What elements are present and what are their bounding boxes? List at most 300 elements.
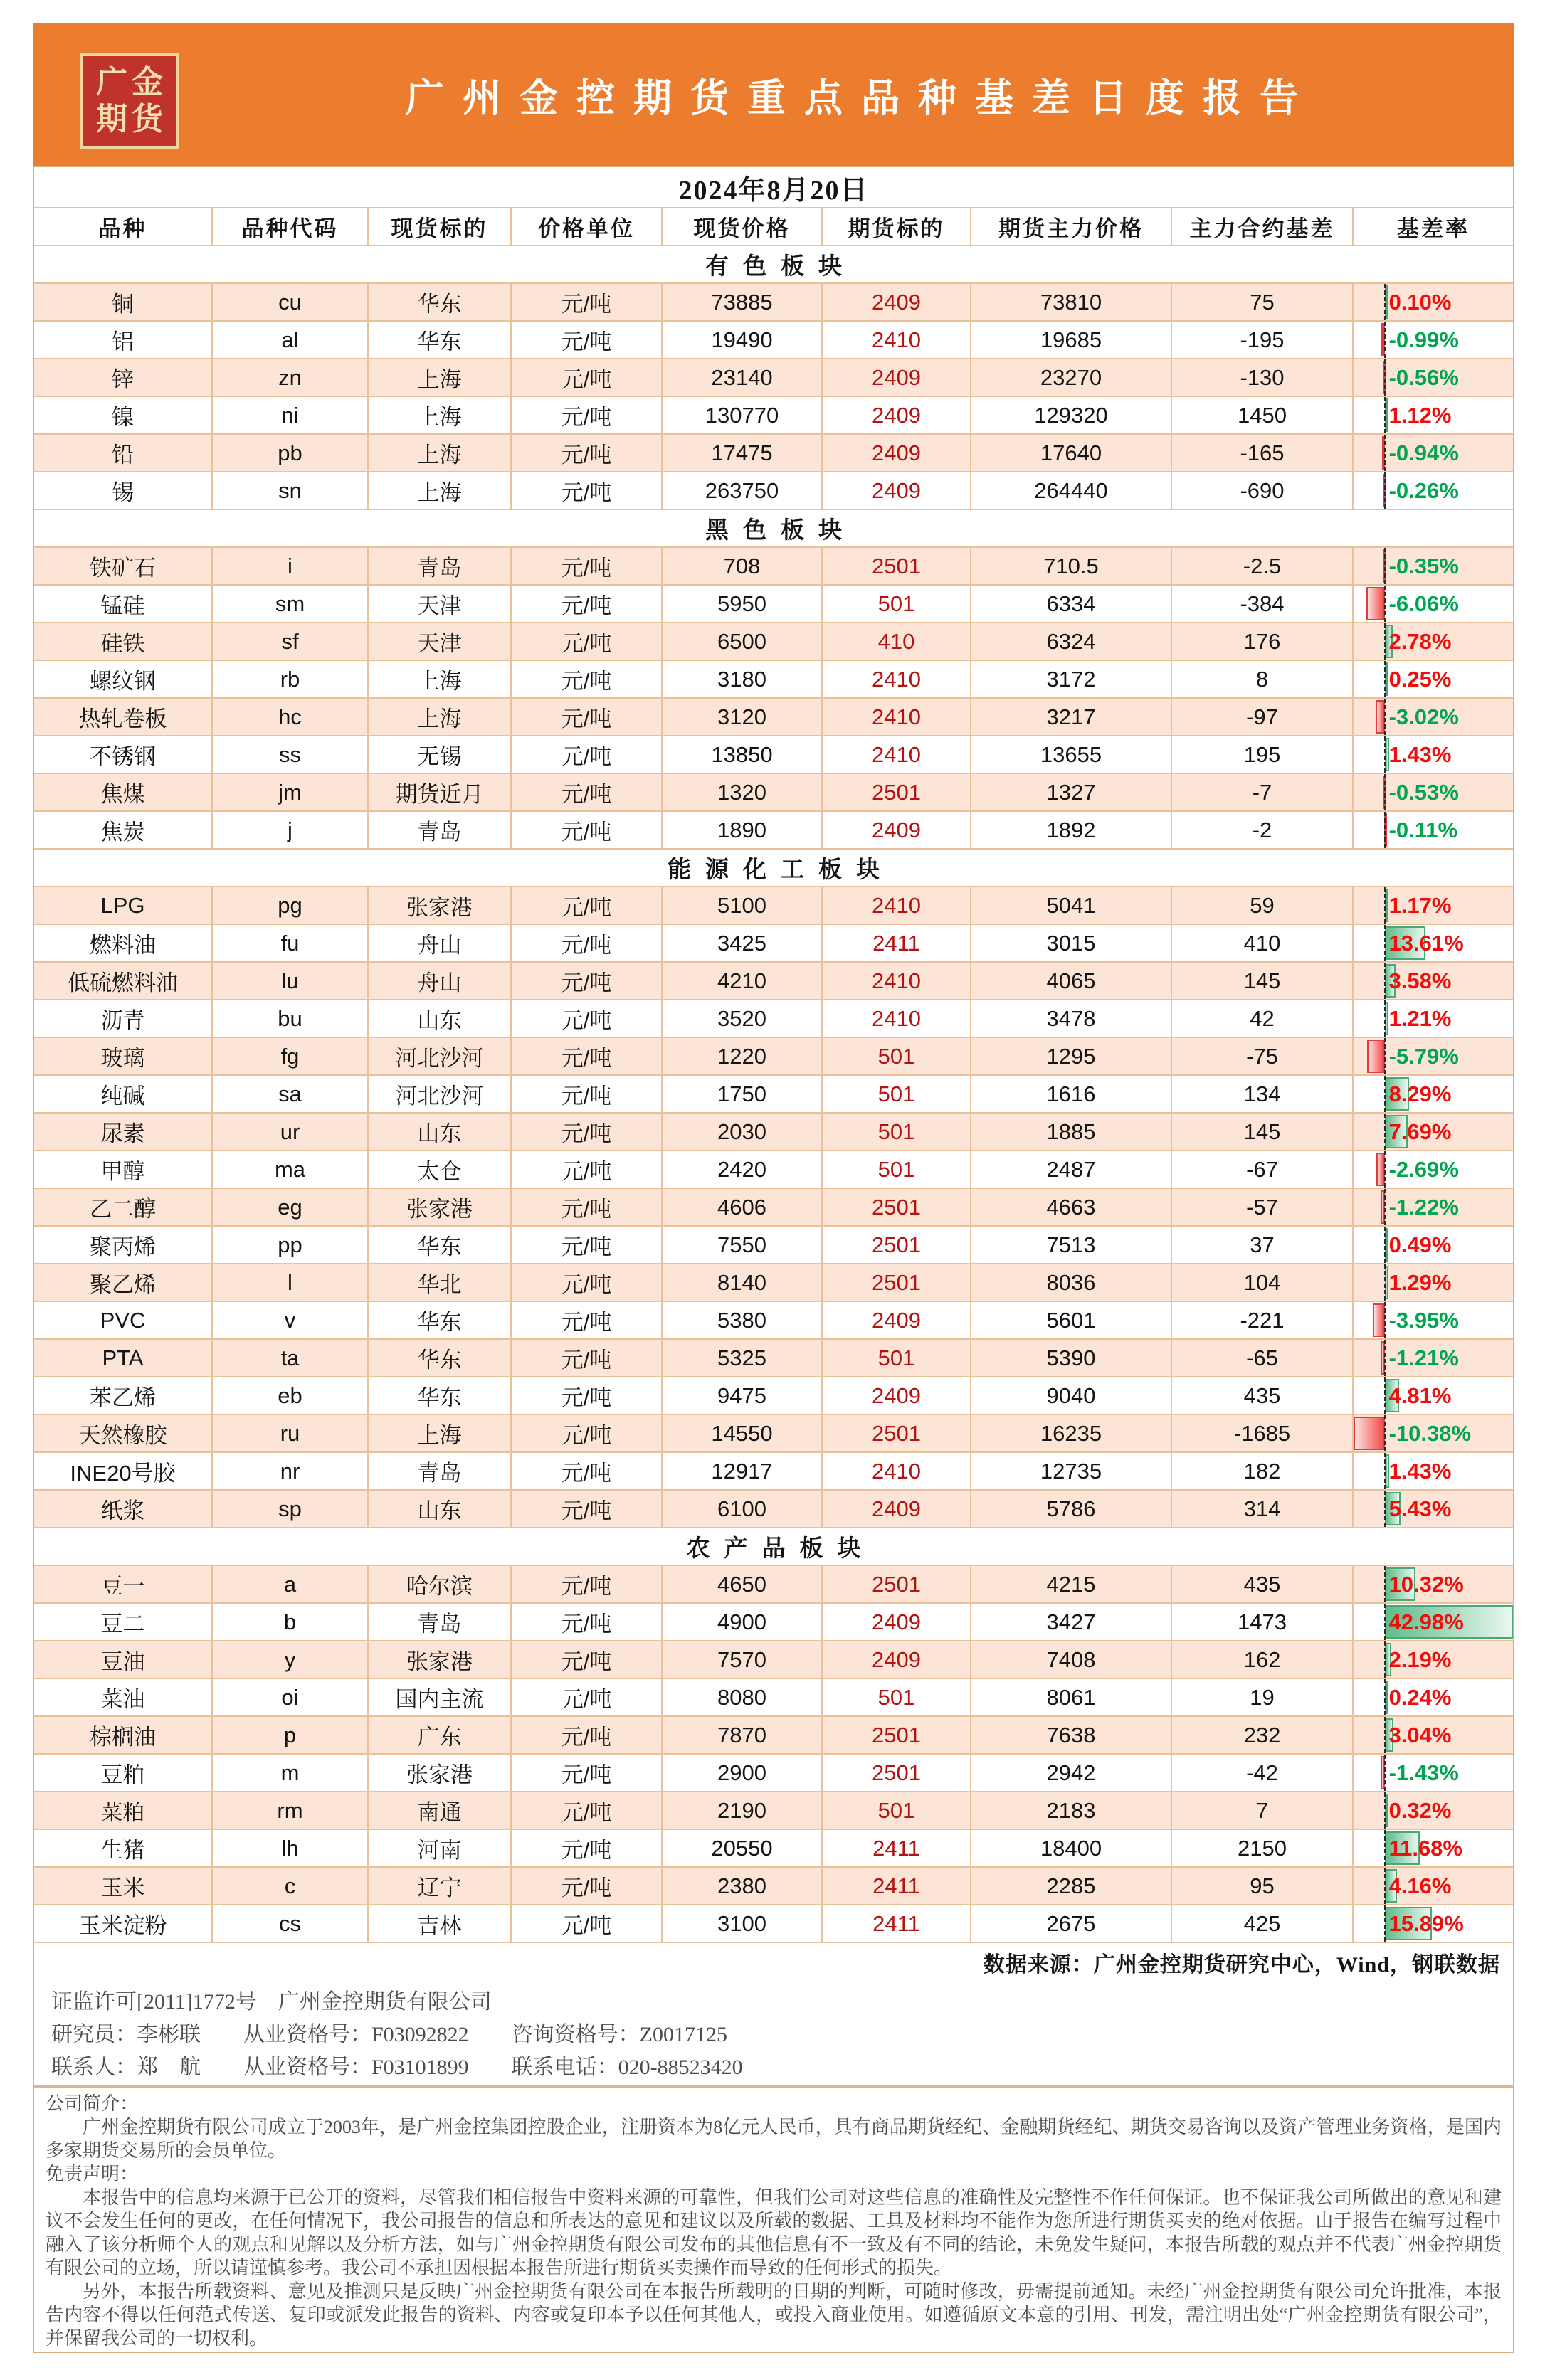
cell-price-unit: 元/吨 — [512, 661, 663, 699]
basis-rate-value: -1.43% — [1388, 1760, 1459, 1785]
cell-basis: -75 — [1172, 1038, 1354, 1076]
cell-spot-target: 山东 — [369, 1491, 512, 1528]
cell-spot-price: 1220 — [663, 1038, 823, 1076]
cell-spot-price: 13850 — [663, 736, 823, 774]
cell-basis-rate — [1354, 1340, 1513, 1377]
cell-code: ur — [213, 1114, 369, 1151]
basis-rate-value: 15.89% — [1388, 1910, 1464, 1936]
cell-variety: 纯碱 — [34, 1076, 213, 1114]
zero-axis-line — [1384, 887, 1386, 924]
report-title: 广州金控期货重点品种基差日度报告 — [406, 76, 1317, 120]
cell-spot-target: 华东 — [369, 1227, 512, 1264]
cell-basis-rate — [1354, 1189, 1513, 1227]
cell-basis: 1450 — [1172, 397, 1354, 435]
zero-axis-line — [1384, 1415, 1386, 1451]
cell-basis-rate — [1354, 472, 1513, 510]
cell-basis-rate — [1354, 359, 1513, 397]
cell-price-unit: 元/吨 — [512, 1717, 663, 1755]
cell-spot-target: 广东 — [369, 1717, 512, 1755]
license-line: 证监许可[2011]1772号 广州金控期货有限公司 — [51, 1990, 492, 2014]
cell-futures-contract: 2410 — [823, 1000, 971, 1038]
cell-basis: 95 — [1172, 1868, 1354, 1905]
cell-futures-price: 7513 — [971, 1227, 1172, 1264]
cell-futures-contract: 2411 — [823, 1830, 971, 1868]
cell-variety: 聚乙烯 — [34, 1264, 213, 1302]
cell-price-unit: 元/吨 — [512, 1000, 663, 1038]
cell-basis: 75 — [1172, 284, 1354, 322]
zero-axis-line — [1384, 1340, 1386, 1376]
disclaimer-paragraph-2: 另外，本报告所载资料、意见及推测只是反映广州金控期货有限公司在本报告所载明的日期的判断，可随时修改，毋需提前通知。未经广州金控期货有限公司允许批准，本报告内容不得以任何范式传送、复印或派发此报告的资料、内容或复印本予以任何其他人，或投入商业使用。如遵循原文本意的引用、刊发，需注明出处“广州金控期货有限公司”，并保留我公司的一切权利。 — [46, 2281, 1502, 2349]
logo-line-top: 广金 — [96, 65, 167, 100]
basis-rate-value: 42.98% — [1388, 1609, 1464, 1634]
basis-rate-value: -0.56% — [1388, 364, 1459, 390]
cell-spot-target: 吉林 — [369, 1905, 512, 1943]
report-sheet — [33, 166, 1514, 2353]
cell-code: ni — [213, 397, 369, 435]
cell-spot-target: 青岛 — [369, 1604, 512, 1641]
cell-variety: 铁矿石 — [34, 548, 213, 586]
basis-rate-value: 4.81% — [1388, 1382, 1452, 1408]
zero-axis-line — [1384, 661, 1386, 697]
cell-code: sa — [213, 1076, 369, 1114]
cell-futures-price: 264440 — [971, 472, 1172, 510]
negative-basis-bar — [1367, 1040, 1384, 1073]
cell-basis-rate — [1354, 774, 1513, 812]
cell-basis-rate — [1354, 586, 1513, 623]
cell-basis-rate — [1354, 1038, 1513, 1076]
cell-futures-contract: 2501 — [823, 1227, 971, 1264]
cell-basis: -165 — [1172, 435, 1354, 472]
cell-variety: 豆粕 — [34, 1755, 213, 1792]
cell-spot-target: 舟山 — [369, 925, 512, 963]
cell-price-unit: 元/吨 — [512, 1302, 663, 1340]
cell-code: p — [213, 1717, 369, 1755]
column-header-variety: 品种 — [34, 208, 213, 246]
cell-futures-contract: 2501 — [823, 1415, 971, 1453]
cell-spot-price: 4210 — [663, 963, 823, 1000]
basis-rate-value: 1.17% — [1388, 892, 1452, 918]
cell-variety: 玻璃 — [34, 1038, 213, 1076]
zero-axis-line — [1384, 925, 1386, 961]
cell-variety: 热轧卷板 — [34, 699, 213, 736]
cell-code: bu — [213, 1000, 369, 1038]
cell-basis: 8 — [1172, 661, 1354, 699]
cell-spot-price: 7550 — [663, 1227, 823, 1264]
cell-code: cs — [213, 1905, 369, 1943]
basis-rate-value: -1.21% — [1388, 1345, 1459, 1370]
zero-axis-line — [1384, 1302, 1386, 1338]
cell-variety: 豆二 — [34, 1604, 213, 1641]
cell-spot-target: 太仓 — [369, 1151, 512, 1189]
cell-futures-contract: 501 — [823, 1114, 971, 1151]
cell-basis: -42 — [1172, 1755, 1354, 1792]
cell-spot-price: 8080 — [663, 1679, 823, 1717]
section-header: 农产品板块 — [34, 1528, 1513, 1566]
cell-price-unit: 元/吨 — [512, 586, 663, 623]
cell-spot-target: 张家港 — [369, 1755, 512, 1792]
cell-basis-rate — [1354, 1566, 1513, 1604]
cell-price-unit: 元/吨 — [512, 925, 663, 963]
basis-rate-value: 8.29% — [1388, 1081, 1452, 1106]
basis-table — [34, 208, 1513, 1943]
cell-basis: 104 — [1172, 1264, 1354, 1302]
cell-spot-price: 2030 — [663, 1114, 823, 1151]
cell-basis-rate — [1354, 1415, 1513, 1453]
cell-spot-target: 上海 — [369, 397, 512, 435]
cell-futures-price: 1616 — [971, 1076, 1172, 1114]
cell-spot-price: 2420 — [663, 1151, 823, 1189]
cell-futures-contract: 2409 — [823, 472, 971, 510]
cell-code: m — [213, 1755, 369, 1792]
cell-spot-price: 5380 — [663, 1302, 823, 1340]
cell-basis: 37 — [1172, 1227, 1354, 1264]
zero-axis-line — [1384, 397, 1386, 433]
basis-rate-value: -3.95% — [1388, 1307, 1459, 1333]
contact-line: 联系人：郑 航 从业资格号：F03101899 联系电话：020-88523420 — [51, 2056, 743, 2079]
cell-basis-rate — [1354, 925, 1513, 963]
cell-basis: -130 — [1172, 359, 1354, 397]
zero-axis-line — [1384, 1114, 1386, 1150]
cell-code: ta — [213, 1340, 369, 1377]
cell-price-unit: 元/吨 — [512, 887, 663, 925]
basis-rate-value: -5.79% — [1388, 1043, 1459, 1069]
cell-basis-rate — [1354, 1302, 1513, 1340]
cell-futures-contract: 2409 — [823, 1377, 971, 1415]
column-header-basis: 主力合约基差 — [1172, 208, 1354, 246]
cell-futures-contract: 2410 — [823, 736, 971, 774]
cell-variety: 低硫燃料油 — [34, 963, 213, 1000]
cell-variety: 豆一 — [34, 1566, 213, 1604]
cell-basis: -2.5 — [1172, 548, 1354, 586]
cell-futures-contract: 2501 — [823, 1566, 971, 1604]
cell-futures-price: 19685 — [971, 322, 1172, 359]
zero-axis-line — [1384, 1076, 1386, 1112]
cell-futures-contract: 2409 — [823, 1302, 971, 1340]
cell-basis-rate — [1354, 963, 1513, 1000]
cell-futures-contract: 2410 — [823, 322, 971, 359]
cell-price-unit: 元/吨 — [512, 1641, 663, 1679]
cell-spot-target: 河北沙河 — [369, 1038, 512, 1076]
cell-spot-price: 5325 — [663, 1340, 823, 1377]
cell-spot-price: 12917 — [663, 1453, 823, 1491]
disclaimer-label: 免责声明： — [46, 2164, 139, 2184]
cell-basis: 232 — [1172, 1717, 1354, 1755]
negative-basis-bar — [1354, 1417, 1385, 1450]
cell-price-unit: 元/吨 — [512, 435, 663, 472]
cell-basis: 134 — [1172, 1076, 1354, 1114]
cell-variety: PVC — [34, 1302, 213, 1340]
cell-basis: -97 — [1172, 699, 1354, 736]
cell-code: fg — [213, 1038, 369, 1076]
cell-spot-target: 华北 — [369, 1264, 512, 1302]
basis-rate-value: 10.32% — [1388, 1571, 1464, 1597]
cell-variety: 聚丙烯 — [34, 1227, 213, 1264]
cell-code: zn — [213, 359, 369, 397]
cell-code: fu — [213, 925, 369, 963]
cell-price-unit: 元/吨 — [512, 1868, 663, 1905]
cell-futures-contract: 410 — [823, 623, 971, 661]
company-logo — [80, 53, 179, 149]
cell-code: oi — [213, 1679, 369, 1717]
cell-code: sn — [213, 472, 369, 510]
logo-line-bottom: 期货 — [96, 102, 167, 137]
basis-rate-value: -0.99% — [1388, 327, 1459, 352]
cell-futures-price: 3172 — [971, 661, 1172, 699]
basis-rate-value: -0.53% — [1388, 779, 1459, 805]
cell-basis: 162 — [1172, 1641, 1354, 1679]
column-header-basis-rate: 基差率 — [1354, 208, 1513, 246]
cell-variety: 不锈钢 — [34, 736, 213, 774]
basis-rate-value: 1.43% — [1388, 1458, 1452, 1483]
cell-futures-price: 12735 — [971, 1453, 1172, 1491]
cell-basis: 182 — [1172, 1453, 1354, 1491]
cell-spot-price: 2900 — [663, 1755, 823, 1792]
basis-rate-value: -0.26% — [1388, 477, 1459, 503]
cell-spot-price: 1750 — [663, 1076, 823, 1114]
cell-basis-rate — [1354, 699, 1513, 736]
cell-price-unit: 元/吨 — [512, 1830, 663, 1868]
cell-basis: -690 — [1172, 472, 1354, 510]
cell-spot-target: 上海 — [369, 699, 512, 736]
cell-basis-rate — [1354, 887, 1513, 925]
basis-rate-value: 0.49% — [1388, 1232, 1452, 1257]
cell-spot-price: 4606 — [663, 1189, 823, 1227]
basis-rate-value: 1.43% — [1388, 741, 1452, 767]
negative-basis-bar — [1373, 1303, 1385, 1337]
cell-futures-contract: 2501 — [823, 548, 971, 586]
cell-basis-rate — [1354, 661, 1513, 699]
cell-basis: -2 — [1172, 812, 1354, 850]
researcher-line: 研究员：李彬联 从业资格号：F03092822 咨询资格号：Z0017125 — [51, 2023, 728, 2046]
cell-price-unit: 元/吨 — [512, 623, 663, 661]
cell-variety: INE20号胶 — [34, 1453, 213, 1491]
cell-basis-rate — [1354, 1830, 1513, 1868]
cell-price-unit: 元/吨 — [512, 774, 663, 812]
basis-rate-value: 0.24% — [1388, 1684, 1452, 1710]
cell-spot-target: 期货近月 — [369, 774, 512, 812]
cell-spot-price: 1890 — [663, 812, 823, 850]
cell-code: eb — [213, 1377, 369, 1415]
zero-axis-line — [1384, 322, 1386, 358]
cell-spot-target: 辽宁 — [369, 1868, 512, 1905]
basis-rate-value: -6.06% — [1388, 591, 1459, 616]
cell-futures-price: 2285 — [971, 1868, 1172, 1905]
cell-price-unit: 元/吨 — [512, 1755, 663, 1792]
cell-futures-contract: 501 — [823, 1151, 971, 1189]
cell-basis: -384 — [1172, 586, 1354, 623]
cell-price-unit: 元/吨 — [512, 1189, 663, 1227]
cell-basis: 410 — [1172, 925, 1354, 963]
cell-spot-price: 3120 — [663, 699, 823, 736]
cell-basis: -67 — [1172, 1151, 1354, 1189]
cell-spot-price: 130770 — [663, 397, 823, 435]
cell-spot-target: 青岛 — [369, 1453, 512, 1491]
cell-futures-contract: 2410 — [823, 887, 971, 925]
cell-basis-rate — [1354, 1755, 1513, 1792]
zero-axis-line — [1384, 1679, 1386, 1715]
basis-rate-value: 1.29% — [1388, 1269, 1452, 1295]
cell-futures-contract: 2409 — [823, 284, 971, 322]
cell-futures-contract: 2409 — [823, 812, 971, 850]
cell-futures-contract: 2411 — [823, 1905, 971, 1943]
zero-axis-line — [1384, 1227, 1386, 1263]
cell-futures-price: 6334 — [971, 586, 1172, 623]
cell-futures-contract: 2410 — [823, 1453, 971, 1491]
cell-spot-target: 天津 — [369, 623, 512, 661]
cell-futures-contract: 501 — [823, 1679, 971, 1717]
zero-axis-line — [1384, 1264, 1386, 1301]
cell-spot-target: 张家港 — [369, 1189, 512, 1227]
cell-variety: 玉米 — [34, 1868, 213, 1905]
cell-futures-price: 710.5 — [971, 548, 1172, 586]
cell-basis: 435 — [1172, 1377, 1354, 1415]
cell-futures-price: 1885 — [971, 1114, 1172, 1151]
cell-code: cu — [213, 284, 369, 322]
cell-spot-target: 河北沙河 — [369, 1076, 512, 1114]
cell-basis-rate — [1354, 1227, 1513, 1264]
cell-variety: 玉米淀粉 — [34, 1905, 213, 1943]
cell-basis-rate — [1354, 812, 1513, 850]
cell-basis-rate — [1354, 1604, 1513, 1641]
cell-variety: 甲醇 — [34, 1151, 213, 1189]
cell-basis: -65 — [1172, 1340, 1354, 1377]
cell-futures-contract: 2501 — [823, 1755, 971, 1792]
cell-spot-target: 舟山 — [369, 963, 512, 1000]
cell-futures-price: 2675 — [971, 1905, 1172, 1943]
cell-spot-target: 天津 — [369, 586, 512, 623]
cell-code: lh — [213, 1830, 369, 1868]
cell-spot-price: 14550 — [663, 1415, 823, 1453]
cell-code: eg — [213, 1189, 369, 1227]
cell-price-unit: 元/吨 — [512, 1566, 663, 1604]
basis-rate-value: -1.22% — [1388, 1194, 1459, 1220]
cell-futures-contract: 2410 — [823, 963, 971, 1000]
basis-rate-value: 2.19% — [1388, 1646, 1452, 1672]
zero-axis-line — [1384, 1491, 1386, 1527]
column-header-futures-price: 期货主力价格 — [971, 208, 1172, 246]
cell-basis-rate — [1354, 1717, 1513, 1755]
cell-code: ss — [213, 736, 369, 774]
cell-code: sf — [213, 623, 369, 661]
cell-spot-price: 7870 — [663, 1717, 823, 1755]
cell-basis: 59 — [1172, 887, 1354, 925]
cell-price-unit: 元/吨 — [512, 284, 663, 322]
cell-variety: 硅铁 — [34, 623, 213, 661]
cell-code: pg — [213, 887, 369, 925]
cell-spot-price: 263750 — [663, 472, 823, 510]
cell-spot-target: 张家港 — [369, 887, 512, 925]
zero-axis-line — [1384, 1189, 1386, 1225]
cell-futures-price: 1892 — [971, 812, 1172, 850]
column-header-price-unit: 价格单位 — [512, 208, 663, 246]
cell-code: jm — [213, 774, 369, 812]
cell-code: b — [213, 1604, 369, 1641]
cell-futures-price: 23270 — [971, 359, 1172, 397]
cell-futures-price: 1327 — [971, 774, 1172, 812]
cell-price-unit: 元/吨 — [512, 1453, 663, 1491]
report-date: 2024年8月20日 — [34, 167, 1513, 208]
cell-basis-rate — [1354, 1491, 1513, 1528]
cell-basis: 145 — [1172, 963, 1354, 1000]
cell-basis: 195 — [1172, 736, 1354, 774]
cell-code: lu — [213, 963, 369, 1000]
cell-code: y — [213, 1641, 369, 1679]
cell-spot-price: 20550 — [663, 1830, 823, 1868]
data-source-note: 数据来源：广州金控期货研究中心，Wind，钢联数据 — [983, 1953, 1500, 1977]
cell-futures-contract: 2501 — [823, 1717, 971, 1755]
cell-code: sm — [213, 586, 369, 623]
cell-futures-contract: 2501 — [823, 774, 971, 812]
cell-spot-target: 山东 — [369, 1000, 512, 1038]
cell-spot-target: 国内主流 — [369, 1679, 512, 1717]
cell-basis-rate — [1354, 1264, 1513, 1302]
cell-variety: 沥青 — [34, 1000, 213, 1038]
cell-spot-target: 上海 — [369, 359, 512, 397]
cell-futures-contract: 2409 — [823, 1604, 971, 1641]
basis-rate-value: 0.10% — [1388, 289, 1452, 314]
basis-rate-value: 0.25% — [1388, 666, 1452, 692]
cell-spot-price: 17475 — [663, 435, 823, 472]
zero-axis-line — [1384, 1038, 1386, 1074]
cell-price-unit: 元/吨 — [512, 699, 663, 736]
zero-axis-line — [1384, 1830, 1386, 1866]
cell-spot-target: 青岛 — [369, 812, 512, 850]
basis-rate-value: -0.35% — [1388, 553, 1459, 578]
cell-price-unit: 元/吨 — [512, 1038, 663, 1076]
cell-variety: 锡 — [34, 472, 213, 510]
cell-variety: 铅 — [34, 435, 213, 472]
basis-rate-value: 2.78% — [1388, 628, 1452, 654]
cell-spot-target: 上海 — [369, 435, 512, 472]
cell-futures-price: 3015 — [971, 925, 1172, 963]
cell-spot-target: 南通 — [369, 1792, 512, 1830]
cell-spot-target: 华东 — [369, 1302, 512, 1340]
basis-rate-value: 13.61% — [1388, 930, 1464, 956]
zero-axis-line — [1384, 1151, 1386, 1188]
cell-price-unit: 元/吨 — [512, 1679, 663, 1717]
cell-futures-contract: 2501 — [823, 1264, 971, 1302]
cell-futures-contract: 2411 — [823, 925, 971, 963]
cell-futures-price: 5041 — [971, 887, 1172, 925]
cell-basis-rate — [1354, 1868, 1513, 1905]
cell-variety: 纸浆 — [34, 1491, 213, 1528]
company-intro-label: 公司简介： — [46, 2093, 139, 2114]
cell-basis: 145 — [1172, 1114, 1354, 1151]
negative-basis-bar — [1366, 587, 1384, 620]
cell-price-unit: 元/吨 — [512, 548, 663, 586]
cell-futures-contract: 501 — [823, 1076, 971, 1114]
cell-futures-contract: 2410 — [823, 661, 971, 699]
basis-rate-value: 4.16% — [1388, 1873, 1452, 1898]
cell-basis-rate — [1354, 1377, 1513, 1415]
cell-basis-rate — [1354, 322, 1513, 359]
zero-axis-line — [1384, 1755, 1386, 1791]
cell-price-unit: 元/吨 — [512, 736, 663, 774]
cell-basis: -57 — [1172, 1189, 1354, 1227]
cell-code: ru — [213, 1415, 369, 1453]
cell-futures-price: 7638 — [971, 1717, 1172, 1755]
cell-basis-rate — [1354, 1114, 1513, 1151]
cell-basis: 176 — [1172, 623, 1354, 661]
zero-axis-line — [1384, 963, 1386, 999]
cell-code: v — [213, 1302, 369, 1340]
cell-price-unit: 元/吨 — [512, 1076, 663, 1114]
cell-price-unit: 元/吨 — [512, 1604, 663, 1641]
column-header-code: 品种代码 — [213, 208, 369, 246]
cell-spot-price: 2190 — [663, 1792, 823, 1830]
cell-variety: 生猪 — [34, 1830, 213, 1868]
zero-axis-line — [1384, 435, 1386, 471]
